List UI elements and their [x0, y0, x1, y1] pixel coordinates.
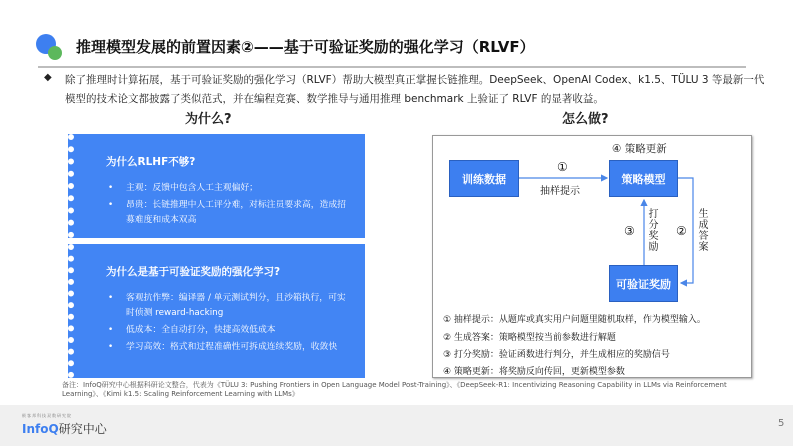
list-item: • 主观：反馈中包含人工主观偏好；	[106, 181, 365, 196]
list-item: • 学习高效：格式和过程准确性可拆成连续奖励，收敛快	[106, 340, 365, 355]
logo-en: InfoQ	[22, 422, 59, 436]
logo-cn: 研究中心	[58, 422, 107, 436]
step3-number: ③	[624, 224, 635, 238]
step4-label: ④ 策略更新	[612, 143, 667, 155]
how-heading: 怎么做?	[562, 112, 609, 127]
step2-number: ②	[676, 224, 687, 238]
why-heading: 为什么?	[185, 112, 232, 127]
list-item: • 昂贵：长链推理中人工评分难，对标注员要求高，造成招募难度和成本双高	[106, 198, 365, 228]
legend-item: ② 生成答案：策略模型按当前参数进行解题	[443, 333, 616, 343]
footer-bar	[0, 405, 793, 446]
node-training-data: 训练数据	[449, 160, 519, 197]
node-policy-model: 策略模型	[609, 160, 678, 197]
node-verifiable-reward: 可验证奖励	[609, 265, 678, 302]
infoq-logo	[22, 420, 107, 437]
list-item: • 客观抗作弊：编译器 / 单元测试判分，且沙箱执行，可实时侦测 reward-hacking	[106, 291, 365, 321]
footnote: 备注：InfoQ研究中心根据科研论文整合，代表为《TÜLU 3: Pushing Frontiers in Open Language Model Post-Training》、《DeepSeek-R1: Incentivizing Reasoning Capability in LLMs via Reinforcement Learning》、《Kimi k1.5: Scaling Reinforcement Learning with LLMs》	[62, 381, 727, 398]
page-number: 5	[778, 418, 785, 429]
diamond-bullet-icon: ◆	[44, 72, 52, 83]
card-title: 为什么是基于可验证奖励的强化学习?	[106, 266, 281, 278]
footer-subtitle: 极客邦科技双数研究院	[22, 413, 72, 418]
legend-item: ④ 策略更新：将奖励反向传回，更新模型参数	[443, 367, 625, 377]
step3-label: 打分奖励	[646, 208, 657, 252]
step1-number: ①	[557, 160, 568, 174]
intro-text: 除了推理时计算拓展，基于可验证奖励的强化学习（RLVF）帮助大模型真正掌握长链推理。DeepSeek、OpenAI Codex、k1.5、TÜLU 3 等最新一代模型的技术论文都披露了类似范式，并在编程竞赛、数学推导与通用推理 benchmark 上验证了 RLVF 的显著收益。	[65, 74, 765, 105]
legend-item: ③ 打分奖励：验证函数进行判分，并生成相应的奖励信号	[443, 350, 670, 360]
step1-label: 抽样提示	[540, 186, 580, 197]
list-item: • 低成本：全自动打分，快捷高效低成本	[106, 323, 365, 338]
step2-label: 生成答案	[696, 208, 707, 252]
card-title: 为什么RLHF不够?	[106, 156, 196, 168]
page-title: 推理模型发展的前置因素②——基于可验证奖励的强化学习（RLVF）	[76, 38, 535, 56]
legend-item: ① 抽样提示：从题库或真实用户问题里随机取样，作为模型输入。	[443, 315, 706, 325]
